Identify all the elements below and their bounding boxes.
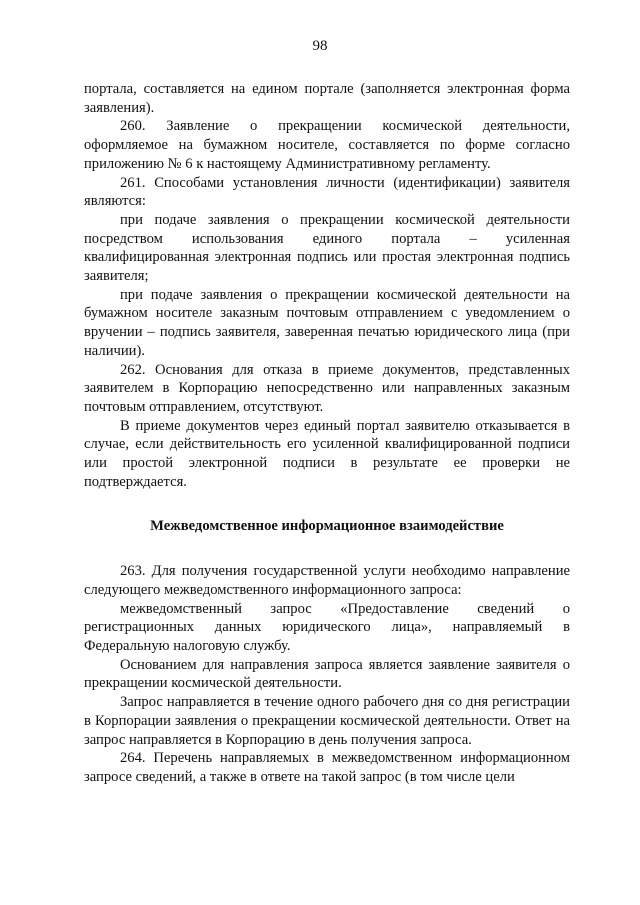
- paragraph-262-portal-refusal: В приеме документов через единый портал заявителю отказывается в случае, если действительность его усиленной квалифицированной подписи или простой электронной подписи в результате ее проверки не подтверждается.: [84, 417, 570, 490]
- paragraph-263: 263. Для получения государственной услуги необходимо направление следующего межведомственного информационного запроса:: [84, 563, 570, 598]
- paragraph-260: 260. Заявление о прекращении космической деятельности, оформляемое на бумажном носителе, составляется по форме согласно приложению № 6 к настоящему Административному регламенту.: [84, 118, 570, 172]
- section-heading: Межведомственное информационное взаимодействие: [150, 518, 504, 535]
- paragraph-262: 262. Основания для отказа в приеме документов, представленных заявителем в Корпорацию непосредственно или направленных заказным почтовым отправлением, отсутствуют.: [84, 361, 570, 415]
- paragraph-261-item-portal: при подаче заявления о прекращении космической деятельности посредством использования единого портала – усиленная квалифицированная электронная подпись или простая электронная подпись заявителя;: [84, 211, 570, 285]
- paragraph-261: 261. Способами установления личности (идентификации) заявителя являются:: [84, 174, 570, 210]
- paragraph-263-basis: Основанием для направления запроса является заявление заявителя о прекращении космической деятельности.: [84, 656, 570, 692]
- document-body: [84, 80, 570, 787]
- paragraph-263-request: межведомственный запрос «Предоставление сведений о регистрационных данных юридического лица», направляемый в Федеральную налоговую службу.: [84, 600, 570, 654]
- paragraph-261-item-paper: при подаче заявления о прекращении космической деятельности на бумажном носителе заказным почтовым отправлением с уведомлением о вручении – подпись заявителя, заверенная печатью юридического лица (при наличии).: [84, 286, 570, 359]
- page-number: 98: [312, 38, 328, 54]
- paragraph-263-timing: Запрос направляется в течение одного рабочего дня со дня регистрации в Корпорации заявления о прекращении космической деятельности. Ответ на запрос направляется в Корпорацию в день получения запроса.: [84, 694, 570, 748]
- paragraph-continuation: портала, составляется на едином портале (заполняется электронная форма заявления).: [84, 81, 570, 116]
- paragraph-264: 264. Перечень направляемых в межведомственном информационном запросе сведений, а также в ответе на такой запрос (в том числе цели: [84, 750, 570, 785]
